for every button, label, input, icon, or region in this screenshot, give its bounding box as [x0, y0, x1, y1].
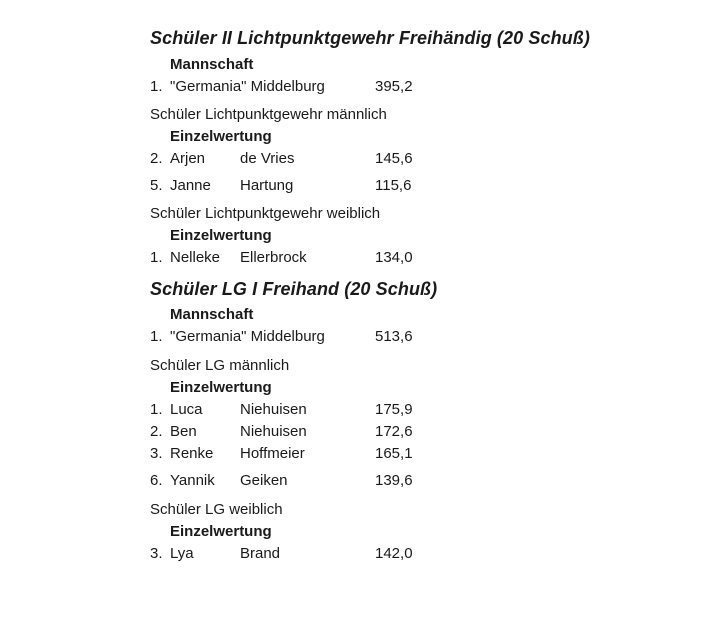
individual-result-row [150, 148, 724, 170]
rank: 1. [150, 401, 163, 418]
rank: 3. [150, 545, 163, 562]
section-title: Schüler LG I Freihand (20 Schuß) [150, 279, 438, 299]
team-result-row [150, 326, 724, 348]
first-name: Janne [170, 177, 211, 194]
score: 134,0 [375, 249, 413, 266]
group-heading-mannschaft: Mannschaft [170, 56, 254, 73]
last-name: Hartung [240, 177, 294, 194]
rank: 5. [150, 177, 163, 194]
score: 513,6 [375, 328, 413, 345]
first-name: Renke [170, 445, 214, 462]
individual-result-row [150, 421, 724, 443]
group-label: Schüler Lichtpunktgewehr weiblich [150, 205, 381, 222]
rank: 2. [150, 150, 163, 167]
last-name: Geiken [240, 472, 288, 489]
group-heading-mannschaft: Mannschaft [170, 306, 254, 323]
group-label: Schüler Lichtpunktgewehr männlich [150, 106, 387, 123]
first-name: Luca [170, 401, 203, 418]
rank: 1. [150, 78, 163, 95]
last-name: Niehuisen [240, 423, 307, 440]
last-name: de Vries [240, 150, 295, 167]
first-name: Lya [170, 545, 194, 562]
first-name: Yannik [170, 472, 215, 489]
rank: 2. [150, 423, 163, 440]
first-name: Arjen [170, 150, 206, 167]
score: 395,2 [375, 78, 413, 95]
last-name: Ellerbrock [240, 249, 307, 266]
team-result-row [150, 76, 724, 98]
score: 145,6 [375, 150, 413, 167]
individual-result-row [150, 175, 724, 197]
rank: 6. [150, 472, 163, 489]
group-label: Schüler LG weiblich [150, 501, 283, 518]
rank: 1. [150, 328, 163, 345]
individual-result-row [150, 470, 724, 492]
individual-result-row [150, 247, 724, 269]
section-title: Schüler II Lichtpunktgewehr Freihändig (20 Schuß) [150, 28, 590, 48]
score: 172,6 [375, 423, 413, 440]
rank: 1. [150, 249, 163, 266]
last-name: Hoffmeier [240, 445, 305, 462]
individual-result-row [150, 443, 724, 465]
rank: 3. [150, 445, 163, 462]
first-name: Ben [170, 423, 197, 440]
group-heading-einzelwertung: Einzelwertung [170, 128, 272, 145]
group-heading-einzelwertung: Einzelwertung [170, 379, 272, 396]
last-name: Brand [240, 545, 281, 562]
individual-result-row [150, 543, 724, 565]
last-name: Niehuisen [240, 401, 307, 418]
individual-result-row [150, 399, 724, 421]
team-name: "Germania" Middelburg [170, 328, 325, 345]
score: 175,9 [375, 401, 413, 418]
score: 165,1 [375, 445, 413, 462]
score: 139,6 [375, 472, 413, 489]
team-name: "Germania" Middelburg [170, 78, 325, 95]
group-label: Schüler LG männlich [150, 357, 290, 374]
group-heading-einzelwertung: Einzelwertung [170, 523, 272, 540]
first-name: Nelleke [170, 249, 221, 266]
group-heading-einzelwertung: Einzelwertung [170, 227, 272, 244]
score: 115,6 [375, 177, 412, 194]
score: 142,0 [375, 545, 413, 562]
